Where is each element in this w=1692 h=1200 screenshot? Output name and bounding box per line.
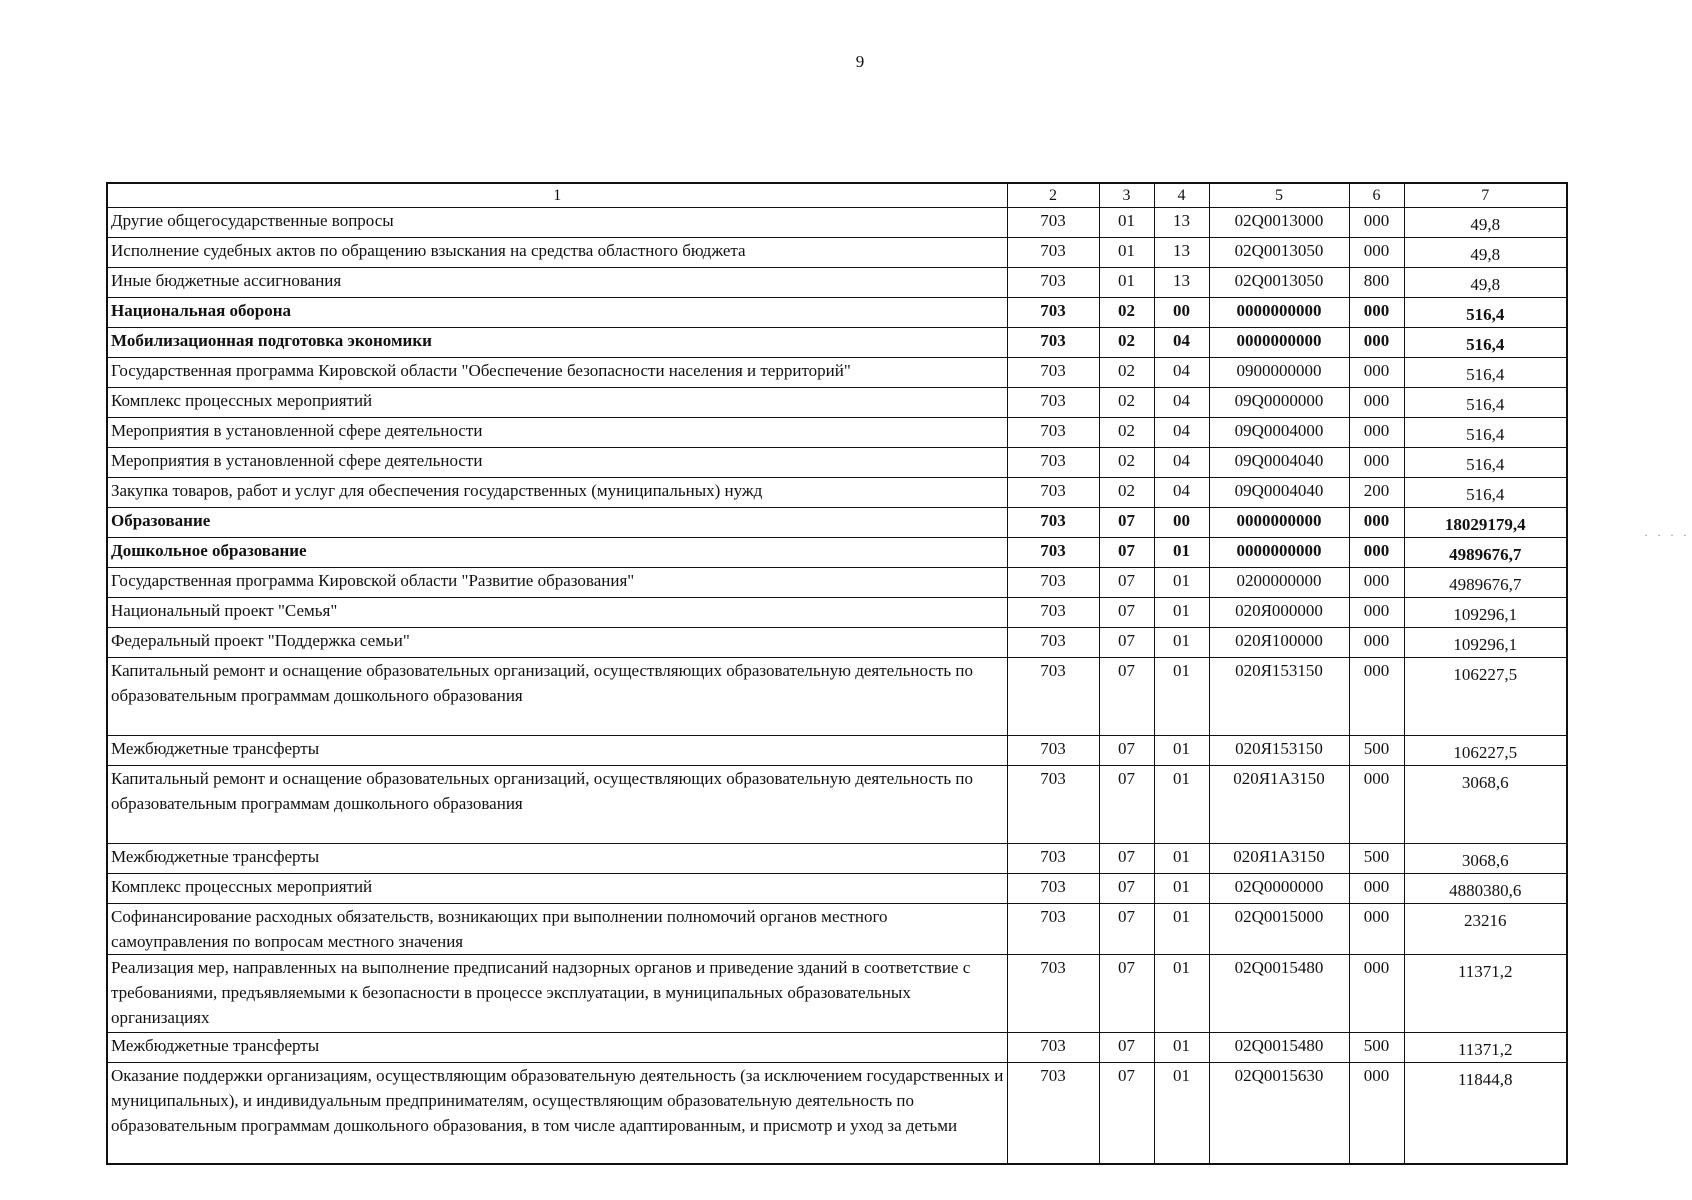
row-target-cell: 09Q0004040 (1209, 478, 1349, 508)
row-section-cell: 02 (1099, 328, 1154, 358)
row-target-cell: 0200000000 (1209, 568, 1349, 598)
row-name-cell: Федеральный проект "Поддержка семьи" (107, 628, 1007, 658)
row-section-cell: 02 (1099, 358, 1154, 388)
row-amount-cell: 11844,8 (1404, 1063, 1567, 1165)
row-code-cell: 703 (1007, 538, 1099, 568)
row-section-cell: 07 (1099, 904, 1154, 955)
table-row (107, 238, 1567, 268)
row-target-cell: 020Я1А3150 (1209, 844, 1349, 874)
row-section-cell: 07 (1099, 628, 1154, 658)
row-section-cell: 07 (1099, 955, 1154, 1033)
table-row (107, 874, 1567, 904)
row-code-cell: 703 (1007, 598, 1099, 628)
row-amount-cell: 3068,6 (1404, 766, 1567, 844)
row-section-cell: 01 (1099, 268, 1154, 298)
row-amount-cell: 4989676,7 (1404, 538, 1567, 568)
row-subsection-cell: 01 (1154, 874, 1209, 904)
row-code-cell: 703 (1007, 658, 1099, 736)
row-code-cell: 703 (1007, 448, 1099, 478)
row-section-cell: 01 (1099, 208, 1154, 238)
row-target-cell: 09Q0004000 (1209, 418, 1349, 448)
row-amount-cell: 516,4 (1404, 448, 1567, 478)
row-target-cell: 09Q0000000 (1209, 388, 1349, 418)
row-type-cell: 500 (1349, 844, 1404, 874)
row-amount-cell: 109296,1 (1404, 628, 1567, 658)
row-target-cell: 02Q0015630 (1209, 1063, 1349, 1165)
table-row (107, 736, 1567, 766)
row-type-cell: 000 (1349, 208, 1404, 238)
row-code-cell: 703 (1007, 268, 1099, 298)
table-row (107, 568, 1567, 598)
row-name-cell: Образование (107, 508, 1007, 538)
table-row (107, 766, 1567, 844)
table-row (107, 388, 1567, 418)
header-cell-3: 3 (1099, 183, 1154, 208)
row-target-cell: 02Q0015480 (1209, 1033, 1349, 1063)
row-type-cell: 000 (1349, 598, 1404, 628)
row-subsection-cell: 01 (1154, 538, 1209, 568)
row-subsection-cell: 01 (1154, 1033, 1209, 1063)
row-section-cell: 02 (1099, 388, 1154, 418)
row-subsection-cell: 01 (1154, 736, 1209, 766)
row-target-cell: 0000000000 (1209, 298, 1349, 328)
row-section-cell: 07 (1099, 736, 1154, 766)
row-amount-cell: 4880380,6 (1404, 874, 1567, 904)
row-section-cell: 02 (1099, 418, 1154, 448)
row-amount-cell: 11371,2 (1404, 955, 1567, 1033)
row-name-cell: Государственная программа Кировской области "Обеспечение безопасности населения и территорий" (107, 358, 1007, 388)
row-type-cell: 000 (1349, 1063, 1404, 1165)
row-type-cell: 500 (1349, 736, 1404, 766)
row-section-cell: 07 (1099, 844, 1154, 874)
row-target-cell: 020Я153150 (1209, 736, 1349, 766)
table-row (107, 1033, 1567, 1063)
row-amount-cell: 4989676,7 (1404, 568, 1567, 598)
header-cell-1: 1 (107, 183, 1007, 208)
row-type-cell: 000 (1349, 874, 1404, 904)
row-target-cell: 02Q0013050 (1209, 238, 1349, 268)
row-code-cell: 703 (1007, 766, 1099, 844)
table-row (107, 298, 1567, 328)
row-code-cell: 703 (1007, 238, 1099, 268)
row-target-cell: 020Я100000 (1209, 628, 1349, 658)
row-amount-cell: 516,4 (1404, 418, 1567, 448)
row-name-cell: Иные бюджетные ассигнования (107, 268, 1007, 298)
table-row (107, 358, 1567, 388)
row-code-cell: 703 (1007, 328, 1099, 358)
row-type-cell: 000 (1349, 418, 1404, 448)
row-amount-cell: 18029179,4 (1404, 508, 1567, 538)
row-name-cell: Межбюджетные трансферты (107, 844, 1007, 874)
table-row (107, 448, 1567, 478)
row-subsection-cell: 13 (1154, 238, 1209, 268)
row-name-cell: Капитальный ремонт и оснащение образовательных организаций, осуществляющих образовательную деятельность по образовательным программам дошкольного образования (107, 658, 1007, 736)
row-subsection-cell: 01 (1154, 955, 1209, 1033)
row-code-cell: 703 (1007, 508, 1099, 538)
table-row (107, 904, 1567, 955)
row-type-cell: 200 (1349, 478, 1404, 508)
row-code-cell: 703 (1007, 388, 1099, 418)
row-amount-cell: 49,8 (1404, 208, 1567, 238)
row-type-cell: 500 (1349, 1033, 1404, 1063)
row-type-cell: 000 (1349, 568, 1404, 598)
header-cell-4: 4 (1154, 183, 1209, 208)
row-name-cell: Исполнение судебных актов по обращению взыскания на средства областного бюджета (107, 238, 1007, 268)
row-section-cell: 07 (1099, 766, 1154, 844)
row-amount-cell: 49,8 (1404, 268, 1567, 298)
row-type-cell: 000 (1349, 328, 1404, 358)
table-row (107, 268, 1567, 298)
row-subsection-cell: 01 (1154, 628, 1209, 658)
row-amount-cell: 516,4 (1404, 358, 1567, 388)
row-section-cell: 02 (1099, 298, 1154, 328)
row-name-cell: Мероприятия в установленной сфере деятельности (107, 448, 1007, 478)
row-subsection-cell: 00 (1154, 298, 1209, 328)
header-cell-7: 7 (1404, 183, 1567, 208)
scan-artifact: · · · · (1644, 528, 1690, 542)
table-row (107, 208, 1567, 238)
row-amount-cell: 23216 (1404, 904, 1567, 955)
row-target-cell: 020Я153150 (1209, 658, 1349, 736)
row-amount-cell: 516,4 (1404, 328, 1567, 358)
row-type-cell: 000 (1349, 904, 1404, 955)
row-amount-cell: 106227,5 (1404, 658, 1567, 736)
row-type-cell: 000 (1349, 448, 1404, 478)
table-row (107, 418, 1567, 448)
table-row (107, 538, 1567, 568)
row-subsection-cell: 13 (1154, 208, 1209, 238)
row-target-cell: 0000000000 (1209, 508, 1349, 538)
table-row (107, 508, 1567, 538)
row-type-cell: 000 (1349, 955, 1404, 1033)
row-type-cell: 000 (1349, 628, 1404, 658)
table-row (107, 1063, 1567, 1165)
row-name-cell: Капитальный ремонт и оснащение образовательных организаций, осуществляющих образовательную деятельность по образовательным программам дошкольного образования (107, 766, 1007, 844)
row-target-cell: 020Я000000 (1209, 598, 1349, 628)
row-type-cell: 000 (1349, 358, 1404, 388)
row-section-cell: 07 (1099, 1063, 1154, 1165)
row-target-cell: 0900000000 (1209, 358, 1349, 388)
table-row (107, 844, 1567, 874)
row-subsection-cell: 01 (1154, 568, 1209, 598)
row-code-cell: 703 (1007, 358, 1099, 388)
row-name-cell: Комплекс процессных мероприятий (107, 388, 1007, 418)
row-amount-cell: 109296,1 (1404, 598, 1567, 628)
row-subsection-cell: 01 (1154, 844, 1209, 874)
row-section-cell: 07 (1099, 568, 1154, 598)
row-type-cell: 000 (1349, 658, 1404, 736)
header-cell-6: 6 (1349, 183, 1404, 208)
table-row (107, 598, 1567, 628)
table-row (107, 628, 1567, 658)
row-subsection-cell: 04 (1154, 448, 1209, 478)
row-code-cell: 703 (1007, 1033, 1099, 1063)
row-amount-cell: 516,4 (1404, 298, 1567, 328)
row-type-cell: 000 (1349, 508, 1404, 538)
row-code-cell: 703 (1007, 418, 1099, 448)
row-type-cell: 000 (1349, 538, 1404, 568)
row-section-cell: 02 (1099, 448, 1154, 478)
row-subsection-cell: 04 (1154, 478, 1209, 508)
row-subsection-cell: 04 (1154, 418, 1209, 448)
row-code-cell: 703 (1007, 478, 1099, 508)
row-amount-cell: 49,8 (1404, 238, 1567, 268)
row-target-cell: 0000000000 (1209, 328, 1349, 358)
row-subsection-cell: 01 (1154, 1063, 1209, 1165)
row-amount-cell: 516,4 (1404, 478, 1567, 508)
row-subsection-cell: 00 (1154, 508, 1209, 538)
row-code-cell: 703 (1007, 628, 1099, 658)
row-target-cell: 02Q0013050 (1209, 268, 1349, 298)
row-type-cell: 000 (1349, 388, 1404, 418)
row-target-cell: 02Q0015480 (1209, 955, 1349, 1033)
row-subsection-cell: 01 (1154, 658, 1209, 736)
row-type-cell: 000 (1349, 766, 1404, 844)
row-target-cell: 020Я1А3150 (1209, 766, 1349, 844)
table-row (107, 478, 1567, 508)
row-name-cell: Софинансирование расходных обязательств, возникающих при выполнении полномочий органов местного самоуправления по вопросам местного значения (107, 904, 1007, 955)
row-type-cell: 000 (1349, 238, 1404, 268)
row-name-cell: Межбюджетные трансферты (107, 1033, 1007, 1063)
table-row (107, 328, 1567, 358)
row-section-cell: 07 (1099, 1033, 1154, 1063)
row-code-cell: 703 (1007, 844, 1099, 874)
row-name-cell: Национальный проект "Семья" (107, 598, 1007, 628)
row-section-cell: 01 (1099, 238, 1154, 268)
row-amount-cell: 516,4 (1404, 388, 1567, 418)
row-code-cell: 703 (1007, 568, 1099, 598)
row-subsection-cell: 01 (1154, 904, 1209, 955)
row-name-cell: Дошкольное образование (107, 538, 1007, 568)
row-code-cell: 703 (1007, 904, 1099, 955)
row-name-cell: Государственная программа Кировской области "Развитие образования" (107, 568, 1007, 598)
row-target-cell: 02Q0013000 (1209, 208, 1349, 238)
page-number: 9 (855, 52, 865, 71)
row-section-cell: 02 (1099, 478, 1154, 508)
row-name-cell: Межбюджетные трансферты (107, 736, 1007, 766)
row-section-cell: 07 (1099, 874, 1154, 904)
row-amount-cell: 11371,2 (1404, 1033, 1567, 1063)
row-subsection-cell: 13 (1154, 268, 1209, 298)
header-cell-5: 5 (1209, 183, 1349, 208)
row-target-cell: 02Q0015000 (1209, 904, 1349, 955)
row-type-cell: 000 (1349, 298, 1404, 328)
row-section-cell: 07 (1099, 598, 1154, 628)
row-code-cell: 703 (1007, 736, 1099, 766)
row-type-cell: 800 (1349, 268, 1404, 298)
row-target-cell: 0000000000 (1209, 538, 1349, 568)
row-name-cell: Мероприятия в установленной сфере деятельности (107, 418, 1007, 448)
row-code-cell: 703 (1007, 208, 1099, 238)
row-section-cell: 07 (1099, 508, 1154, 538)
row-code-cell: 703 (1007, 874, 1099, 904)
row-subsection-cell: 01 (1154, 766, 1209, 844)
row-name-cell: Комплекс процессных мероприятий (107, 874, 1007, 904)
row-code-cell: 703 (1007, 298, 1099, 328)
row-name-cell: Оказание поддержки организациям, осуществляющим образовательную деятельность (за исключением государственных и муниципальных), и индивидуальным предпринимателям, осуществляющим образовательную деятельность по образовательным программам дошкольного образования, в том числе адаптированным, и присмотр и уход за детьми (107, 1063, 1007, 1165)
row-amount-cell: 3068,6 (1404, 844, 1567, 874)
row-name-cell: Другие общегосударственные вопросы (107, 208, 1007, 238)
row-subsection-cell: 01 (1154, 598, 1209, 628)
row-section-cell: 07 (1099, 538, 1154, 568)
row-target-cell: 09Q0004040 (1209, 448, 1349, 478)
table-header-row (107, 183, 1567, 208)
header-cell-2: 2 (1007, 183, 1099, 208)
row-subsection-cell: 04 (1154, 358, 1209, 388)
row-code-cell: 703 (1007, 1063, 1099, 1165)
row-amount-cell: 106227,5 (1404, 736, 1567, 766)
row-subsection-cell: 04 (1154, 388, 1209, 418)
table-row (107, 955, 1567, 1033)
row-subsection-cell: 04 (1154, 328, 1209, 358)
row-target-cell: 02Q0000000 (1209, 874, 1349, 904)
table-row (107, 658, 1567, 736)
row-name-cell: Реализация мер, направленных на выполнение предписаний надзорных органов и приведение зданий в соответствие с требованиями, предъявляемыми к безопасности в процессе эксплуатации, в муниципальных образовательных организациях (107, 955, 1007, 1033)
budget-table (106, 182, 1568, 1165)
row-name-cell: Национальная оборона (107, 298, 1007, 328)
row-name-cell: Закупка товаров, работ и услуг для обеспечения государственных (муниципальных) нужд (107, 478, 1007, 508)
row-name-cell: Мобилизационная подготовка экономики (107, 328, 1007, 358)
row-section-cell: 07 (1099, 658, 1154, 736)
row-code-cell: 703 (1007, 955, 1099, 1033)
